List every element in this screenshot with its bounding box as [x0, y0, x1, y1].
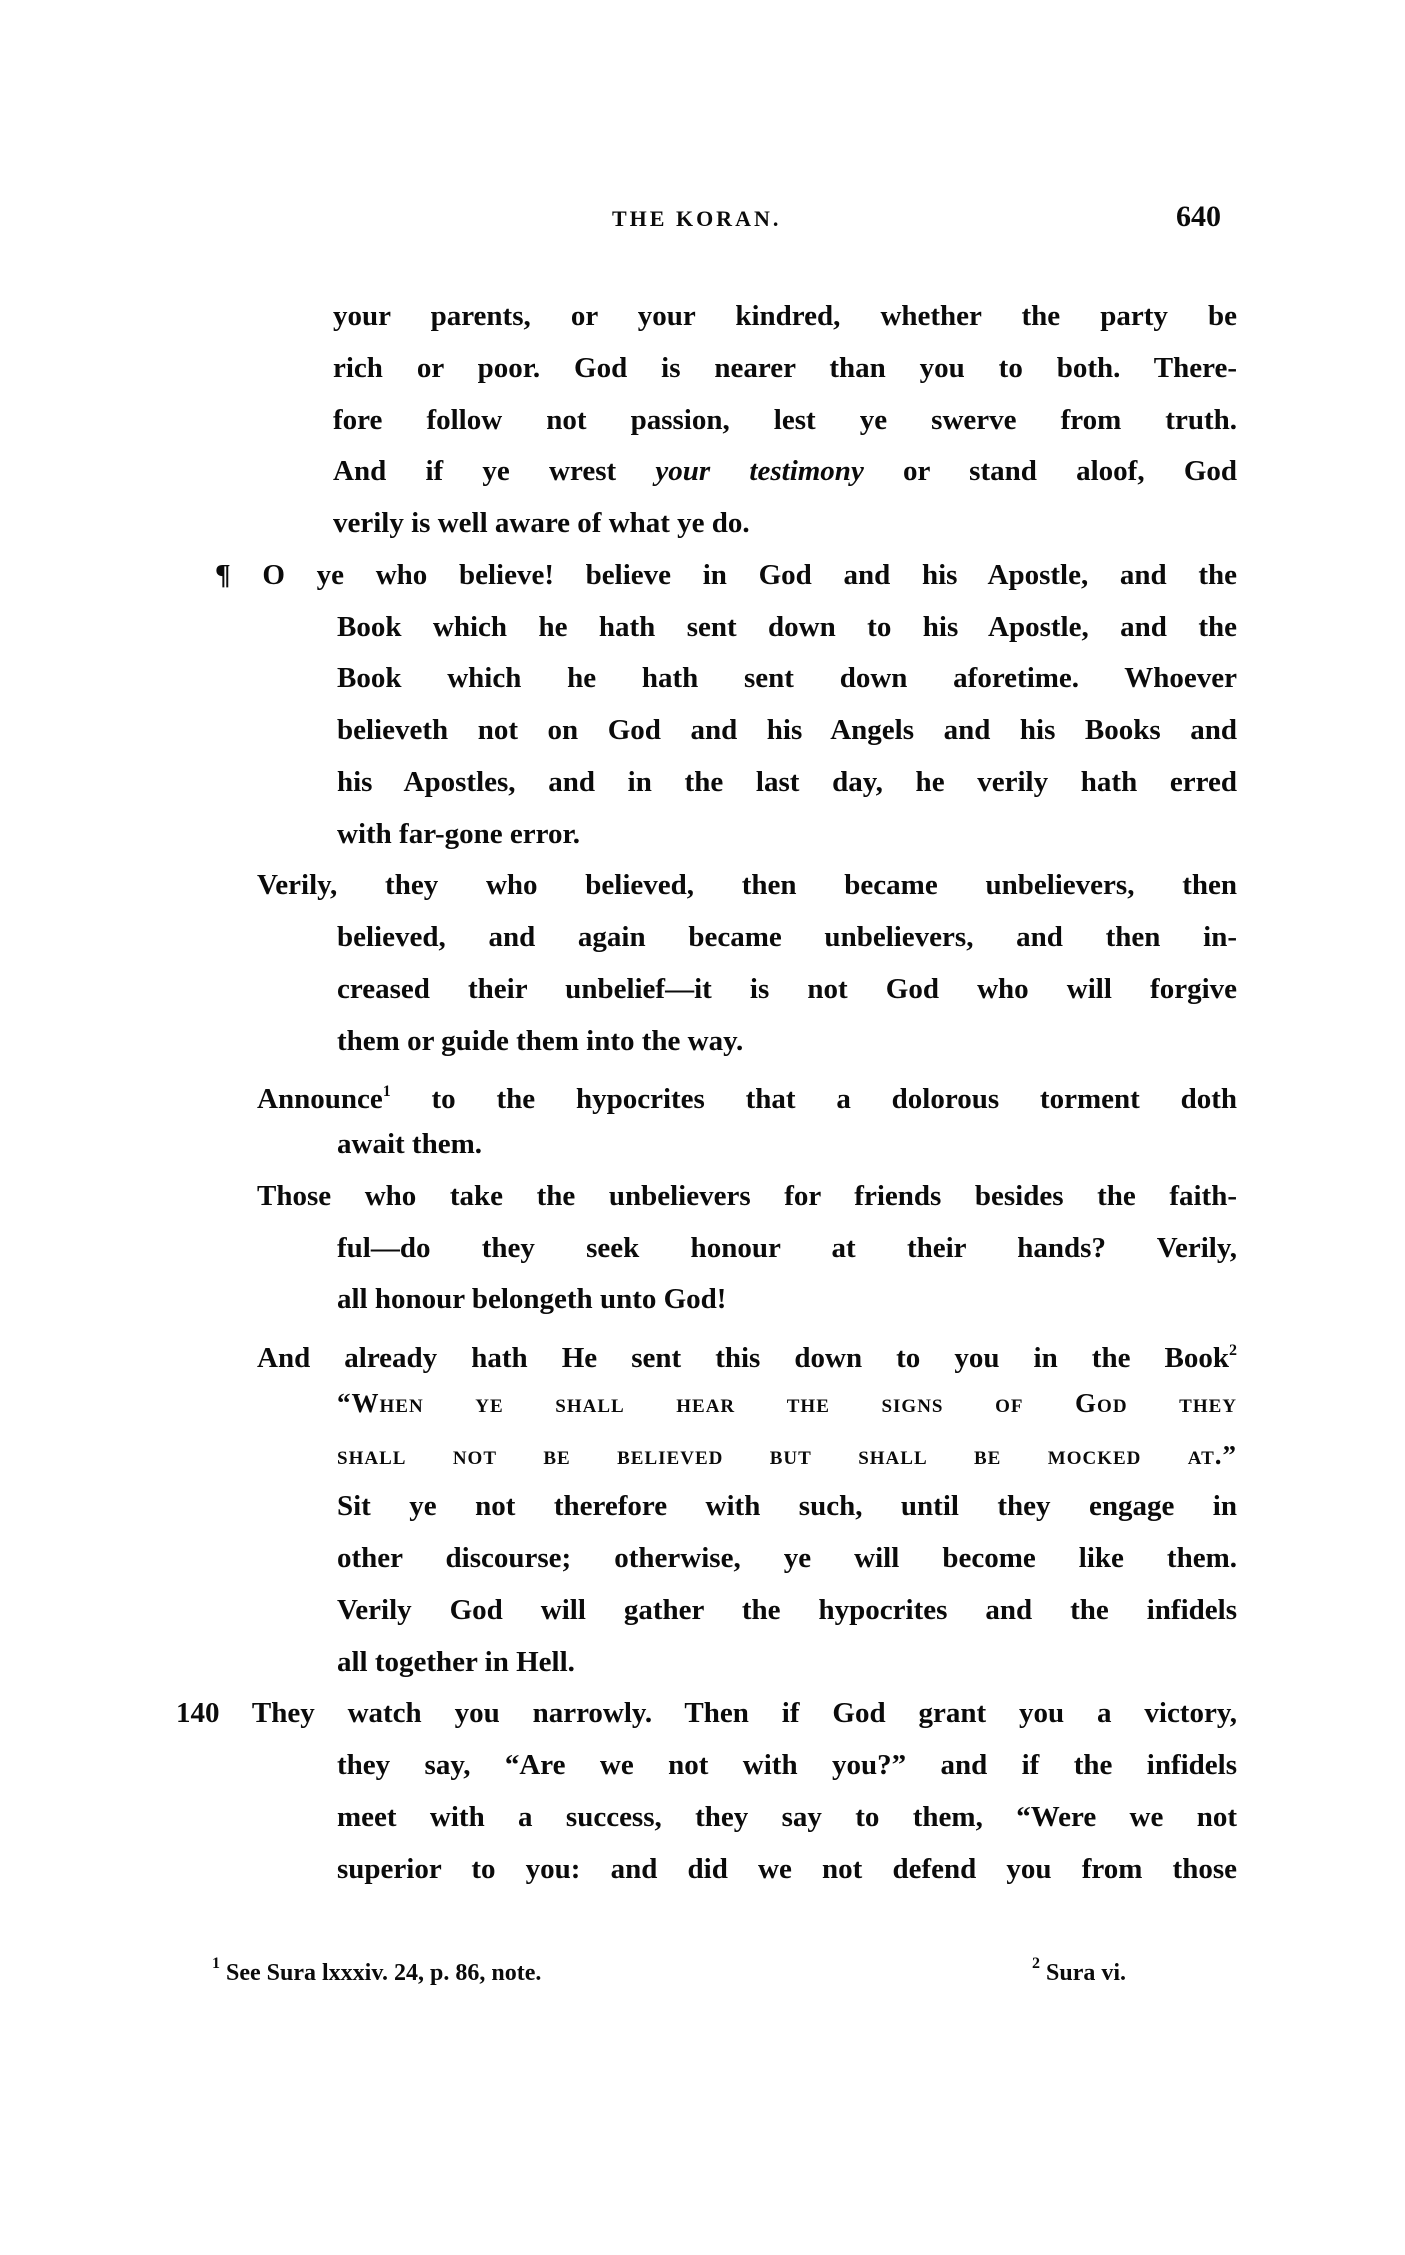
text-line: ful—do they seek honour at their hands? Verily, — [337, 1232, 1237, 1264]
footnote-text: Sura vi. — [1046, 1960, 1127, 1986]
text-segment: They watch you narrowly. Then if God grant you a victory, — [251, 1697, 1237, 1729]
footnote-2 — [1032, 1955, 1126, 1987]
text-segment: or stand aloof, God — [863, 455, 1238, 487]
text-line: meet with a success, they say to them, “Were we not — [337, 1801, 1237, 1833]
footnote-text: See Sura lxxxiv. 24, p. 86, note. — [226, 1960, 542, 1986]
text-line — [257, 1333, 1237, 1376]
running-title: THE KORAN. — [612, 206, 782, 231]
quoted-text-line: “When ye shall hear the signs of God they — [337, 1388, 1237, 1418]
page-number: 640 — [1176, 200, 1221, 233]
verse-number: 140 — [176, 1697, 220, 1729]
text-line — [176, 1695, 1237, 1731]
pilcrow-icon: ¶ — [215, 559, 231, 591]
text-line: superior to you: and did we not defend you from those — [337, 1853, 1237, 1885]
text-line: Verily, they who believed, then became unbelievers, then — [257, 869, 1237, 901]
text-segment: O ye who believe! believe in God and his Apostle, and the — [262, 559, 1238, 591]
footnote-ref[interactable]: 1 — [382, 1083, 391, 1100]
text-line: they say, “Are we not with you?” and if the infidels — [337, 1749, 1237, 1781]
footnote-ref[interactable]: 2 — [1229, 1342, 1237, 1359]
text-line: believeth not on God and his Angels and his Books and — [337, 714, 1237, 746]
text-line: with far-gone error. — [337, 818, 580, 850]
text-line: Book which he hath sent down aforetime. Whoever — [337, 662, 1237, 694]
quoted-text-line: shall not be believed but shall be mocked at.” — [337, 1440, 1237, 1470]
text-line — [333, 453, 1237, 489]
text-line: verily is well aware of what ye do. — [333, 507, 750, 539]
text-segment: Announce — [257, 1083, 383, 1115]
text-line: creased their unbelief—it is not God who will forgive — [337, 973, 1237, 1005]
text-line: your parents, or your kindred, whether the party be — [333, 300, 1237, 332]
text-line: believed, and again became unbelievers, and then in- — [337, 921, 1237, 953]
text-segment: to the hypocrites that a dolorous torment doth — [431, 1083, 1237, 1115]
text-line: Sit ye not therefore with such, until they engage in — [337, 1490, 1237, 1522]
text-line: Verily God will gather the hypocrites and the infidels — [337, 1594, 1237, 1626]
text-line: fore follow not passion, lest ye swerve from truth. — [333, 404, 1237, 436]
text-line: his Apostles, and in the last day, he verily hath erred — [337, 766, 1237, 798]
text-line: rich or poor. God is nearer than you to both. There- — [333, 352, 1237, 384]
text-line — [257, 1074, 1237, 1117]
footnote-marker: 1 — [212, 1955, 220, 1972]
text-line: await them. — [337, 1128, 482, 1160]
text-segment: And already hath He sent this down to you in the Book — [257, 1342, 1229, 1374]
text-line: Book which he hath sent down to his Apostle, and the — [337, 611, 1237, 643]
text-line: them or guide them into the way. — [337, 1025, 744, 1057]
text-line — [215, 557, 1237, 593]
text-line: all honour belongeth unto God! — [337, 1283, 727, 1315]
footnote-marker: 2 — [1032, 1955, 1040, 1972]
italic-text: your testimony — [655, 455, 864, 487]
text-line: Those who take the unbelievers for friends besides the faith- — [257, 1180, 1237, 1212]
text-segment: And if ye wrest — [333, 455, 656, 487]
text-line: other discourse; otherwise, ye will become like them. — [337, 1542, 1237, 1574]
text-line: all together in Hell. — [337, 1646, 575, 1678]
footnote-1 — [212, 1955, 541, 1987]
